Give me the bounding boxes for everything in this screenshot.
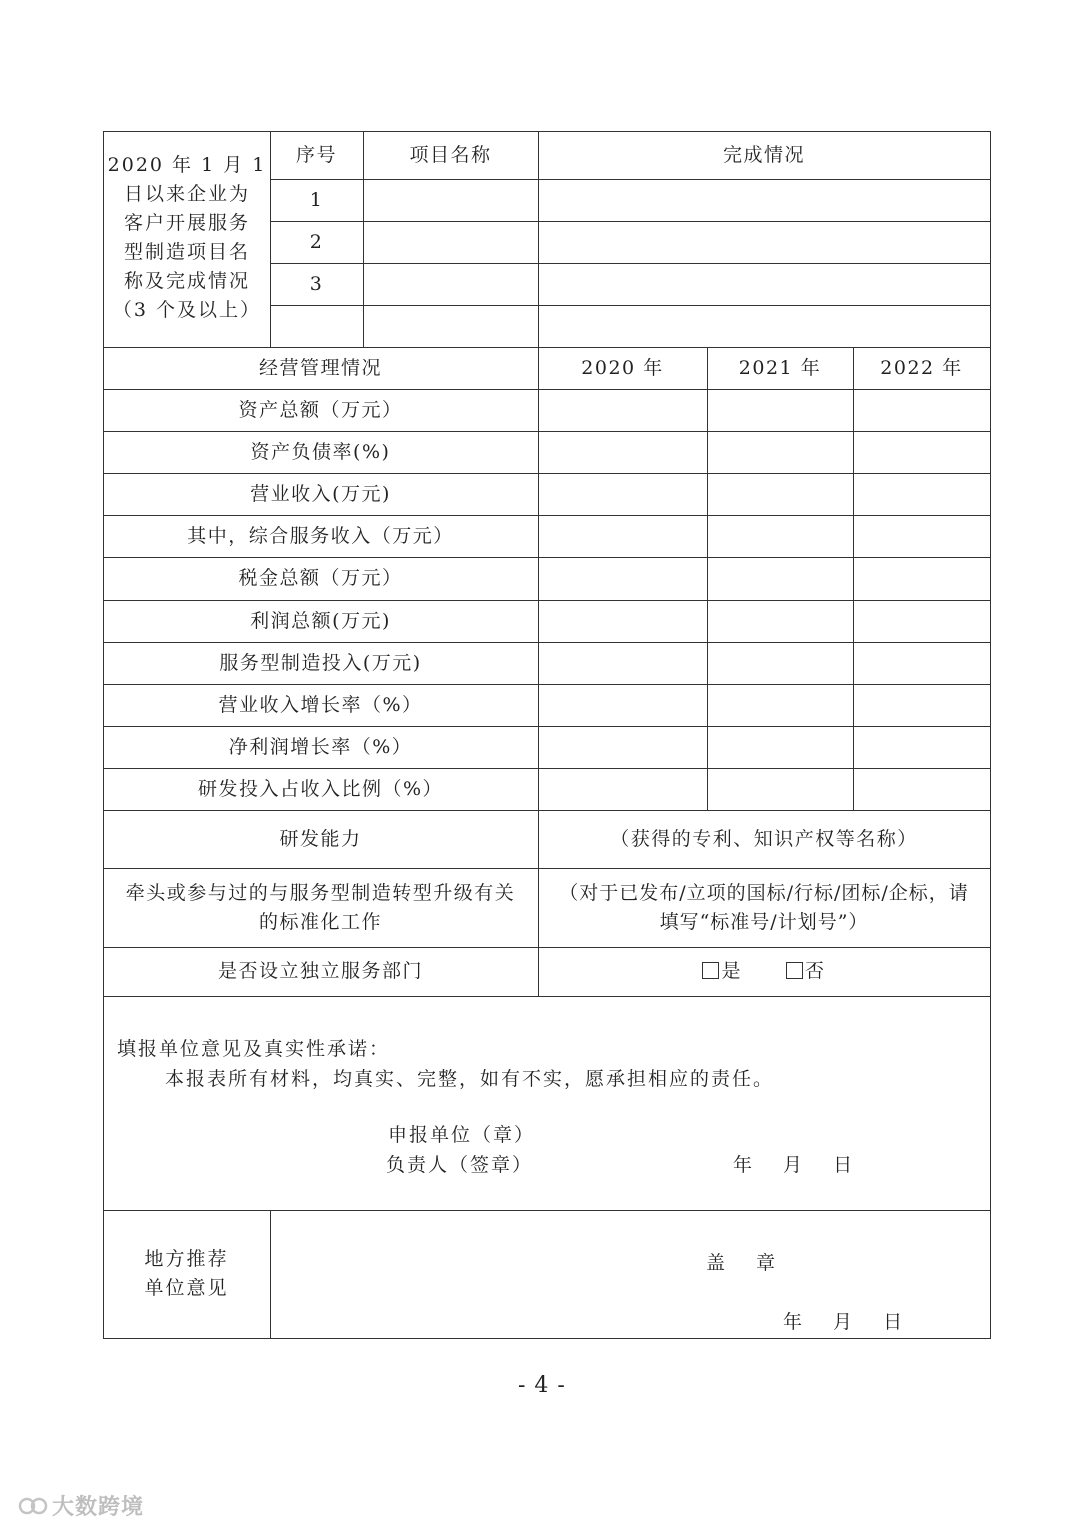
metric-value-cell[interactable] bbox=[853, 768, 990, 810]
grid-line bbox=[103, 996, 991, 997]
metric-value-cell[interactable] bbox=[538, 642, 707, 684]
metric-value-cell[interactable] bbox=[707, 431, 853, 473]
service-dept-label: 是否设立独立服务部门 bbox=[217, 960, 423, 983]
service-dept-no-option[interactable] bbox=[786, 957, 826, 986]
project-seq-cell: 2 bbox=[309, 230, 324, 253]
metric-value-cell[interactable] bbox=[538, 557, 707, 600]
projects-label-line: 型制造项目名 bbox=[123, 241, 250, 263]
operations-header: 经营管理情况 bbox=[258, 356, 382, 379]
metric-label-revenue: 营业收入(万元) bbox=[250, 482, 391, 505]
metric-value-cell[interactable] bbox=[538, 684, 707, 726]
standards-hint[interactable] bbox=[538, 868, 990, 947]
metric-label-rd-ratio: 研发投入占收入比例（%） bbox=[197, 777, 444, 800]
metric-label-total-tax: 税金总额（万元） bbox=[238, 567, 403, 590]
metric-value-cell[interactable] bbox=[707, 389, 853, 431]
year-header: 2022 年 bbox=[880, 356, 963, 379]
projects-label-line: 2020 年 1 月 1 bbox=[107, 154, 267, 176]
metric-value-cell[interactable] bbox=[538, 389, 707, 431]
table-border-bottom bbox=[103, 1338, 991, 1339]
checkbox-yes[interactable] bbox=[702, 962, 719, 979]
project-status-cell[interactable] bbox=[538, 263, 990, 305]
watermark-logo-icon bbox=[18, 1495, 48, 1517]
yes-label: 是 bbox=[721, 960, 742, 983]
metric-value-cell[interactable] bbox=[538, 768, 707, 810]
rd-capability-label: 研发能力 bbox=[279, 827, 362, 850]
metric-value-cell[interactable] bbox=[538, 726, 707, 768]
standards-label-line: 的标准化工作 bbox=[258, 910, 382, 933]
standards-label-line: 牵头或参与过的与服务型制造转型升级有关 bbox=[125, 881, 516, 904]
rd-capability-hint[interactable]: （获得的专利、知识产权等名称） bbox=[610, 827, 918, 850]
service-dept-yes-option[interactable] bbox=[702, 957, 742, 986]
metric-value-cell[interactable] bbox=[707, 515, 853, 557]
projects-label-line: 日以来企业为 bbox=[123, 183, 250, 205]
applicant-seal-label: 申报单位（章） bbox=[388, 1124, 536, 1146]
table-border-right bbox=[990, 131, 991, 1338]
grid-line bbox=[270, 1210, 271, 1338]
metric-label-total-profit: 利润总额(万元) bbox=[250, 609, 391, 632]
project-name-cell[interactable] bbox=[363, 263, 538, 305]
local-seal-label: 盖 章 bbox=[706, 1252, 778, 1274]
projects-label-line: （3 个及以上） bbox=[112, 299, 262, 321]
project-name-cell[interactable] bbox=[363, 179, 538, 221]
local-date: 年 月 日 bbox=[783, 1311, 905, 1333]
year-header: 2021 年 bbox=[738, 356, 822, 379]
metric-value-cell[interactable] bbox=[538, 431, 707, 473]
metric-value-cell[interactable] bbox=[707, 557, 853, 600]
service-dept-options bbox=[538, 947, 990, 996]
projects-label bbox=[104, 148, 270, 328]
metric-label-revenue-growth: 营业收入增长率（%） bbox=[218, 693, 423, 716]
local-label-line: 地方推荐 bbox=[144, 1248, 229, 1270]
project-status-cell[interactable] bbox=[538, 305, 990, 347]
commitment-date: 年 月 日 bbox=[733, 1154, 855, 1176]
metric-value-cell[interactable] bbox=[853, 473, 990, 515]
metric-value-cell[interactable] bbox=[538, 473, 707, 515]
metric-value-cell[interactable] bbox=[853, 726, 990, 768]
projects-label-line: 客户开展服务 bbox=[123, 212, 250, 234]
header-completion: 完成情况 bbox=[722, 143, 805, 166]
project-status-cell[interactable] bbox=[538, 179, 990, 221]
standards-hint-line: 填写“标准号/计划号”） bbox=[659, 910, 869, 933]
header-project-name: 项目名称 bbox=[409, 143, 492, 166]
projects-label-line: 称及完成情况 bbox=[123, 270, 250, 292]
standards-hint-line: （对于已发布/立项的国标/行标/团标/企标，请 bbox=[559, 881, 969, 904]
watermark-text: 大数跨境 bbox=[52, 1495, 145, 1520]
metric-value-cell[interactable] bbox=[707, 768, 853, 810]
watermark bbox=[18, 1490, 144, 1521]
project-name-cell[interactable] bbox=[363, 305, 538, 347]
metric-value-cell[interactable] bbox=[707, 684, 853, 726]
metric-value-cell[interactable] bbox=[538, 600, 707, 642]
no-label: 否 bbox=[805, 960, 826, 983]
metric-value-cell[interactable] bbox=[853, 600, 990, 642]
metric-label-net-profit-growth: 净利润增长率（%） bbox=[228, 735, 413, 758]
metric-label-debt-ratio: 资产负债率(%) bbox=[250, 440, 391, 463]
checkbox-no[interactable] bbox=[786, 962, 803, 979]
metric-label-service-revenue: 其中，综合服务收入（万元） bbox=[187, 524, 454, 547]
metric-value-cell[interactable] bbox=[707, 600, 853, 642]
project-seq-cell: 3 bbox=[309, 272, 324, 295]
year-header: 2020 年 bbox=[581, 356, 664, 379]
metric-value-cell[interactable] bbox=[853, 642, 990, 684]
metric-value-cell[interactable] bbox=[707, 642, 853, 684]
commitment-title: 填报单位意见及真实性承诺： bbox=[117, 1038, 391, 1060]
metric-value-cell[interactable] bbox=[853, 515, 990, 557]
local-label-line: 单位意见 bbox=[144, 1277, 229, 1299]
metric-label-service-investment: 服务型制造投入(万元) bbox=[219, 651, 422, 674]
standards-label bbox=[103, 868, 538, 947]
signer-label: 负责人（签章） bbox=[386, 1154, 534, 1176]
commitment-body: 本报表所有材料，均真实、完整，如有不实，愿承担相应的责任。 bbox=[165, 1068, 775, 1090]
page-number: - 4 - bbox=[518, 1373, 566, 1398]
header-seq: 序号 bbox=[295, 143, 337, 166]
metric-value-cell[interactable] bbox=[853, 431, 990, 473]
metric-value-cell[interactable] bbox=[707, 726, 853, 768]
metric-value-cell[interactable] bbox=[538, 515, 707, 557]
metric-value-cell[interactable] bbox=[853, 684, 990, 726]
project-status-cell[interactable] bbox=[538, 221, 990, 263]
local-recommendation-label bbox=[103, 1210, 270, 1338]
project-name-cell[interactable] bbox=[363, 221, 538, 263]
metric-value-cell[interactable] bbox=[853, 557, 990, 600]
metric-label-total-assets: 资产总额（万元） bbox=[238, 398, 403, 421]
metric-value-cell[interactable] bbox=[853, 389, 990, 431]
project-seq-cell: 1 bbox=[309, 188, 324, 211]
metric-value-cell[interactable] bbox=[707, 473, 853, 515]
project-seq-cell bbox=[270, 305, 363, 347]
